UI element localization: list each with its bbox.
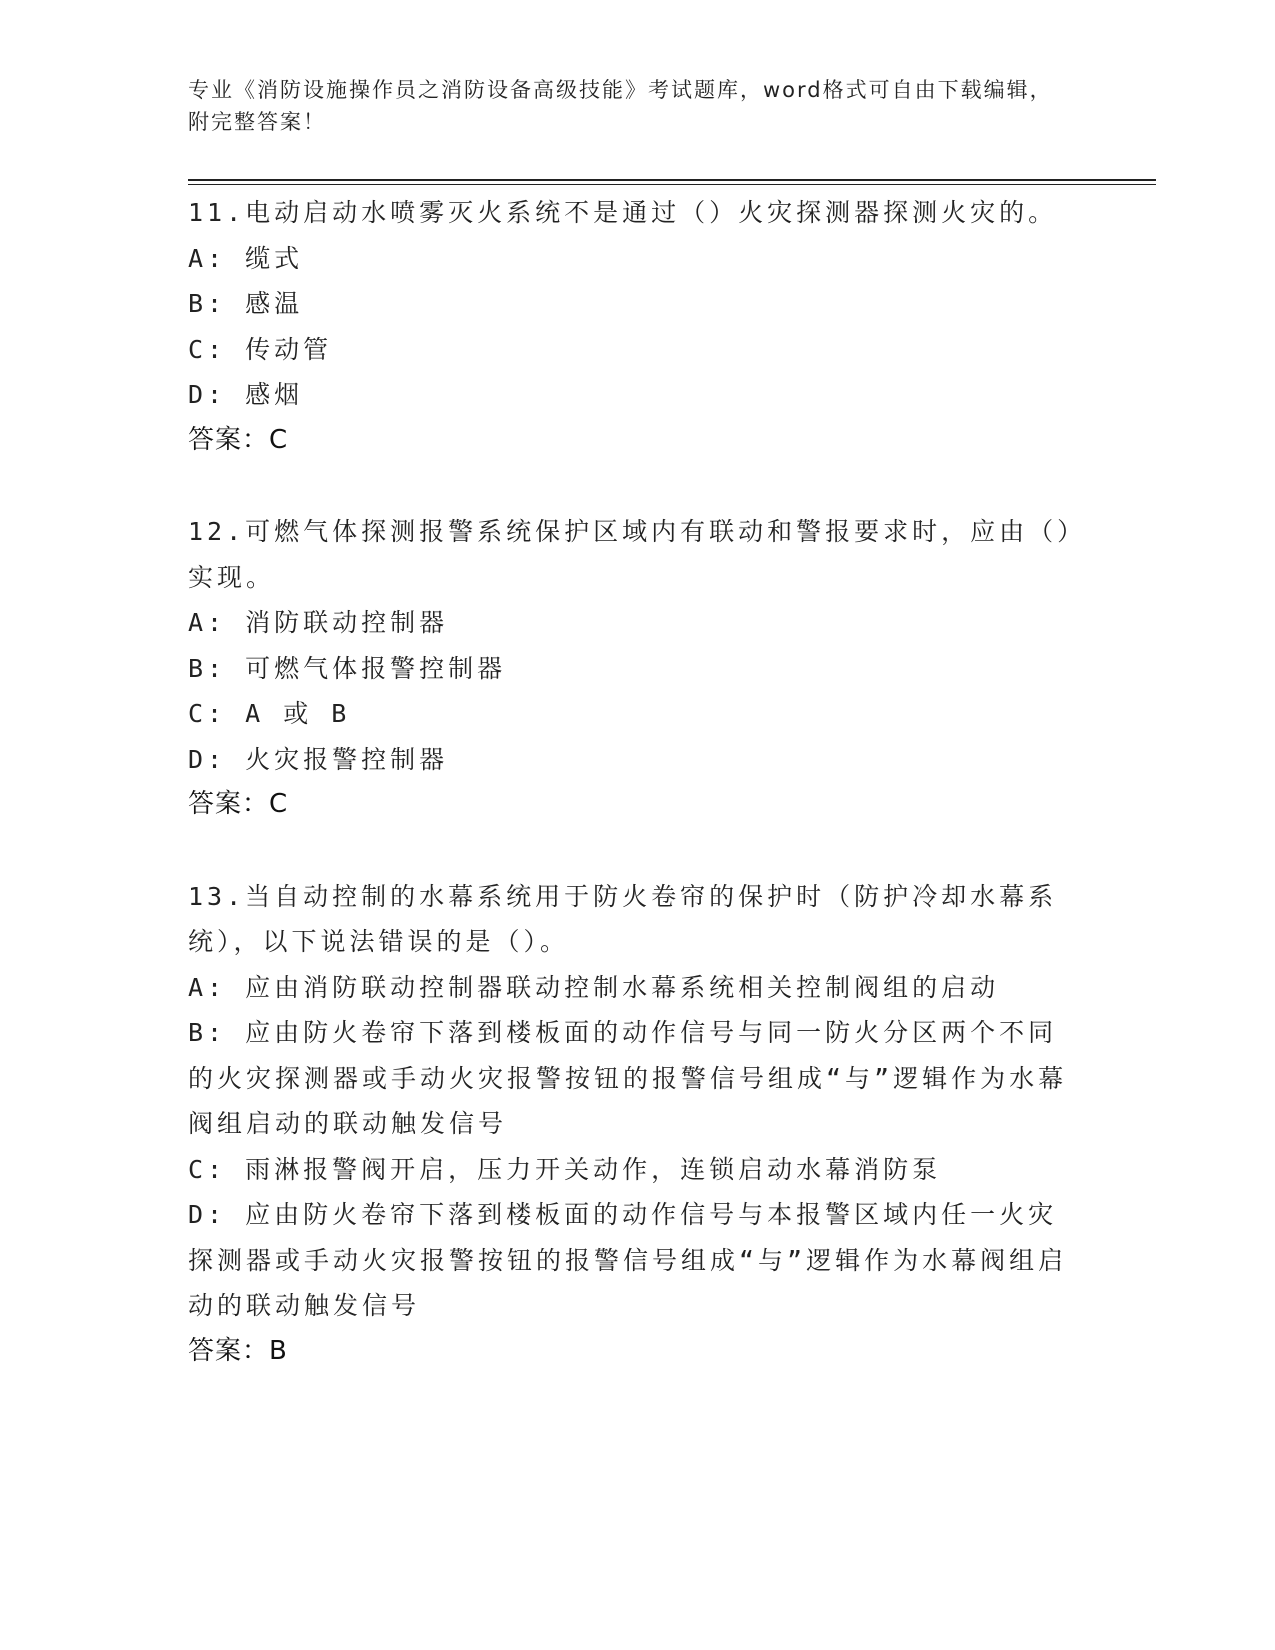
header-divider-thick (188, 179, 1156, 181)
option-c: C: A 或 B (188, 699, 351, 728)
question-stem: 13.当自动控制的水幕系统用于防火卷帘的保护时（防护冷却水幕系统），以下说法错误的是（）。 (188, 881, 1058, 956)
option-d: D: 火灾报警控制器 (188, 744, 449, 774)
answer-label: 答案：C (188, 424, 289, 455)
answer-label: 答案：C (188, 789, 289, 819)
question-12 (188, 509, 1078, 828)
option-a: A: 缆式 (188, 243, 304, 273)
answer-label: 答案：B (188, 1335, 288, 1366)
option-b: B: 应由防火卷帘下落到楼板面的动作信号与同一防火分区两个不同的火灾探测器或手动火灾报警按钮的报警信号组成“与”逻辑作为水幕阀组启动的联动触发信号 (188, 1018, 1068, 1138)
question-stem: 12.可燃气体探测报警系统保护区域内有联动和警报要求时，应由（）实现。 (188, 517, 1074, 592)
question-11 (188, 190, 1078, 463)
option-b: B: 感温 (188, 289, 304, 318)
document-header: 专业《消防设施操作员之消防设备高级技能》考试题库，word格式可自由下载编辑，附完整答案！ (188, 78, 1053, 134)
option-b: B: 可燃气体报警控制器 (188, 653, 507, 683)
question-stem: 11.电动启动水喷雾灭火系统不是通过（）火灾探测器探测火灾的。 (188, 198, 1058, 227)
header-divider-thin (188, 184, 1156, 185)
question-13 (188, 874, 1078, 1375)
option-d: D: 应由防火卷帘下落到楼板面的动作信号与本报警区域内任一火灾探测器或手动火灾报警按钮的报警信号组成“与”逻辑作为水幕阀组启动的联动触发信号 (188, 1200, 1068, 1320)
option-d: D: 感烟 (188, 380, 304, 409)
option-c: C: 传动管 (188, 334, 333, 364)
option-c: C: 雨淋报警阀开启，压力开关动作，连锁启动水幕消防泵 (188, 1154, 942, 1184)
option-a: A: 应由消防联动控制器联动控制水幕系统相关控制阀组的启动 (188, 972, 1000, 1002)
option-a: A: 消防联动控制器 (188, 608, 449, 637)
question-list (188, 190, 1078, 1420)
